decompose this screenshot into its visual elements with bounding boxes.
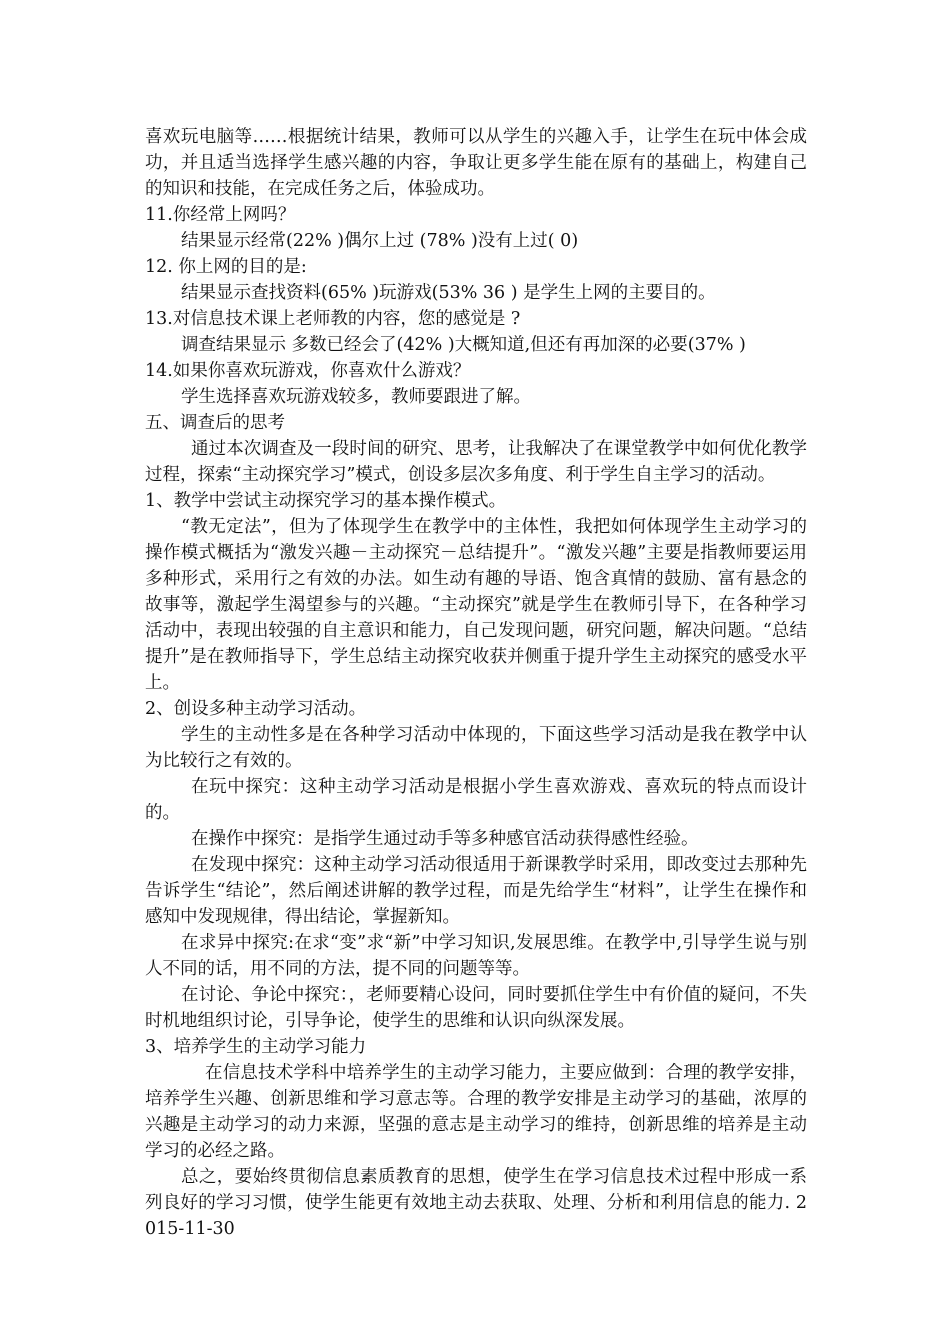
question-heading: 13.对信息技术课上老师教的内容，您的感觉是 ? (145, 309, 521, 329)
result-line: 学生选择喜欢玩游戏较多，教师要跟进了解。 (181, 387, 531, 407)
paragraph: 在求异中探究:在求“变”求“新”中学习知识,发展思维。在教学中,引导学生说与别人不同的话，用不同的方法，提不同的问题等等。 (145, 933, 807, 979)
result-line: 结果显示查找资料(65% )玩游戏(53% 36 ) 是学生上网的主要目的。 (181, 283, 716, 303)
question-heading: 12. 你上网的目的是: (145, 257, 307, 277)
result-line: 结果显示经常(22% )偶尔上过 (78% )没有上过( 0) (181, 231, 579, 251)
result-line: 调查结果显示 多数已经会了(42% )大概知道,但还有再加深的必要(37% ) (181, 335, 746, 355)
subsection-heading: 2、创设多种主动学习活动。 (145, 699, 367, 719)
paragraph: 在玩中探究：这种主动学习活动是根据小学生喜欢游戏、喜欢玩的特点而设计的。 (145, 777, 807, 823)
paragraph: 在信息技术学科中培养学生的主动学习能力，主要应做到：合理的教学安排，培养学生兴趣、创新思维和学习意志等。合理的教学安排是主动学习的基础，浓厚的兴趣是主动学习的动力来源，坚强的意志是主动学习的维持，创新思维的培养是主动学习的必经之路。 (145, 1063, 807, 1161)
subsection-heading: 3、培养学生的主动学习能力 (145, 1037, 367, 1057)
document-page (145, 124, 807, 1242)
paragraph: 喜欢玩电脑等……根据统计结果，教师可以从学生的兴趣入手，让学生在玩中体会成功，并且适当选择学生感兴趣的内容，争取让更多学生能在原有的基础上，构建自己的知识和技能，在完成任务之后，体验成功。 (145, 127, 807, 199)
paragraph: 在发现中探究：这种主动学习活动很适用于新课教学时采用，即改变过去那种先告诉学生“结论”，然后阐述讲解的教学过程，而是先给学生“材料”，让学生在操作和感知中发现规律，得出结论，掌握新知。 (145, 855, 807, 927)
paragraph: “教无定法”，但为了体现学生在教学中的主体性，我把如何体现学生主动学习的操作模式概括为“激发兴趣－主动探究－总结提升”。“激发兴趣”主要是指教师要运用多种形式，采用行之有效的办法。如生动有趣的导语、饱含真情的鼓励、富有悬念的故事等，激起学生渴望参与的兴趣。“主动探究”就是学生在教师引导下，在各种学习活动中，表现出较强的自主意识和能力，自己发现问题，研究问题，解决问题。“总结提升”是在教师指导下，学生总结主动探究收获并侧重于提升学生主动探究的感受水平上。 (145, 517, 807, 693)
question-heading: 11.你经常上网吗？ (145, 205, 296, 225)
paragraph: 在操作中探究：是指学生通过动手等多种感官活动获得感性经验。 (191, 829, 699, 849)
paragraph: 在讨论、争论中探究：，老师要精心设问，同时要抓住学生中有价值的疑问，不失时机地组织讨论，引导争论，使学生的思维和认识向纵深发展。 (145, 985, 807, 1031)
paragraph: 学生的主动性多是在各种学习活动中体现的，下面这些学习活动是我在教学中认为比较行之有效的。 (145, 725, 807, 771)
closing-paragraph: 总之，要始终贯彻信息素质教育的思想，使学生在学习信息技术过程中形成一系列良好的学习习惯，使学生能更有效地主动去获取、处理、分析和利用信息的能力. 2015-11-30 (145, 1167, 807, 1239)
section-heading: 五、调查后的思考 (145, 413, 285, 433)
question-heading: 14.如果你喜欢玩游戏，你喜欢什么游戏？ (145, 361, 471, 381)
subsection-heading: 1、教学中尝试主动探究学习的基本操作模式。 (145, 491, 507, 511)
paragraph: 通过本次调查及一段时间的研究、思考，让我解决了在课堂教学中如何优化教学过程，探索“主动探究学习”模式，创设多层次多角度、利于学生自主学习的活动。 (145, 439, 807, 485)
